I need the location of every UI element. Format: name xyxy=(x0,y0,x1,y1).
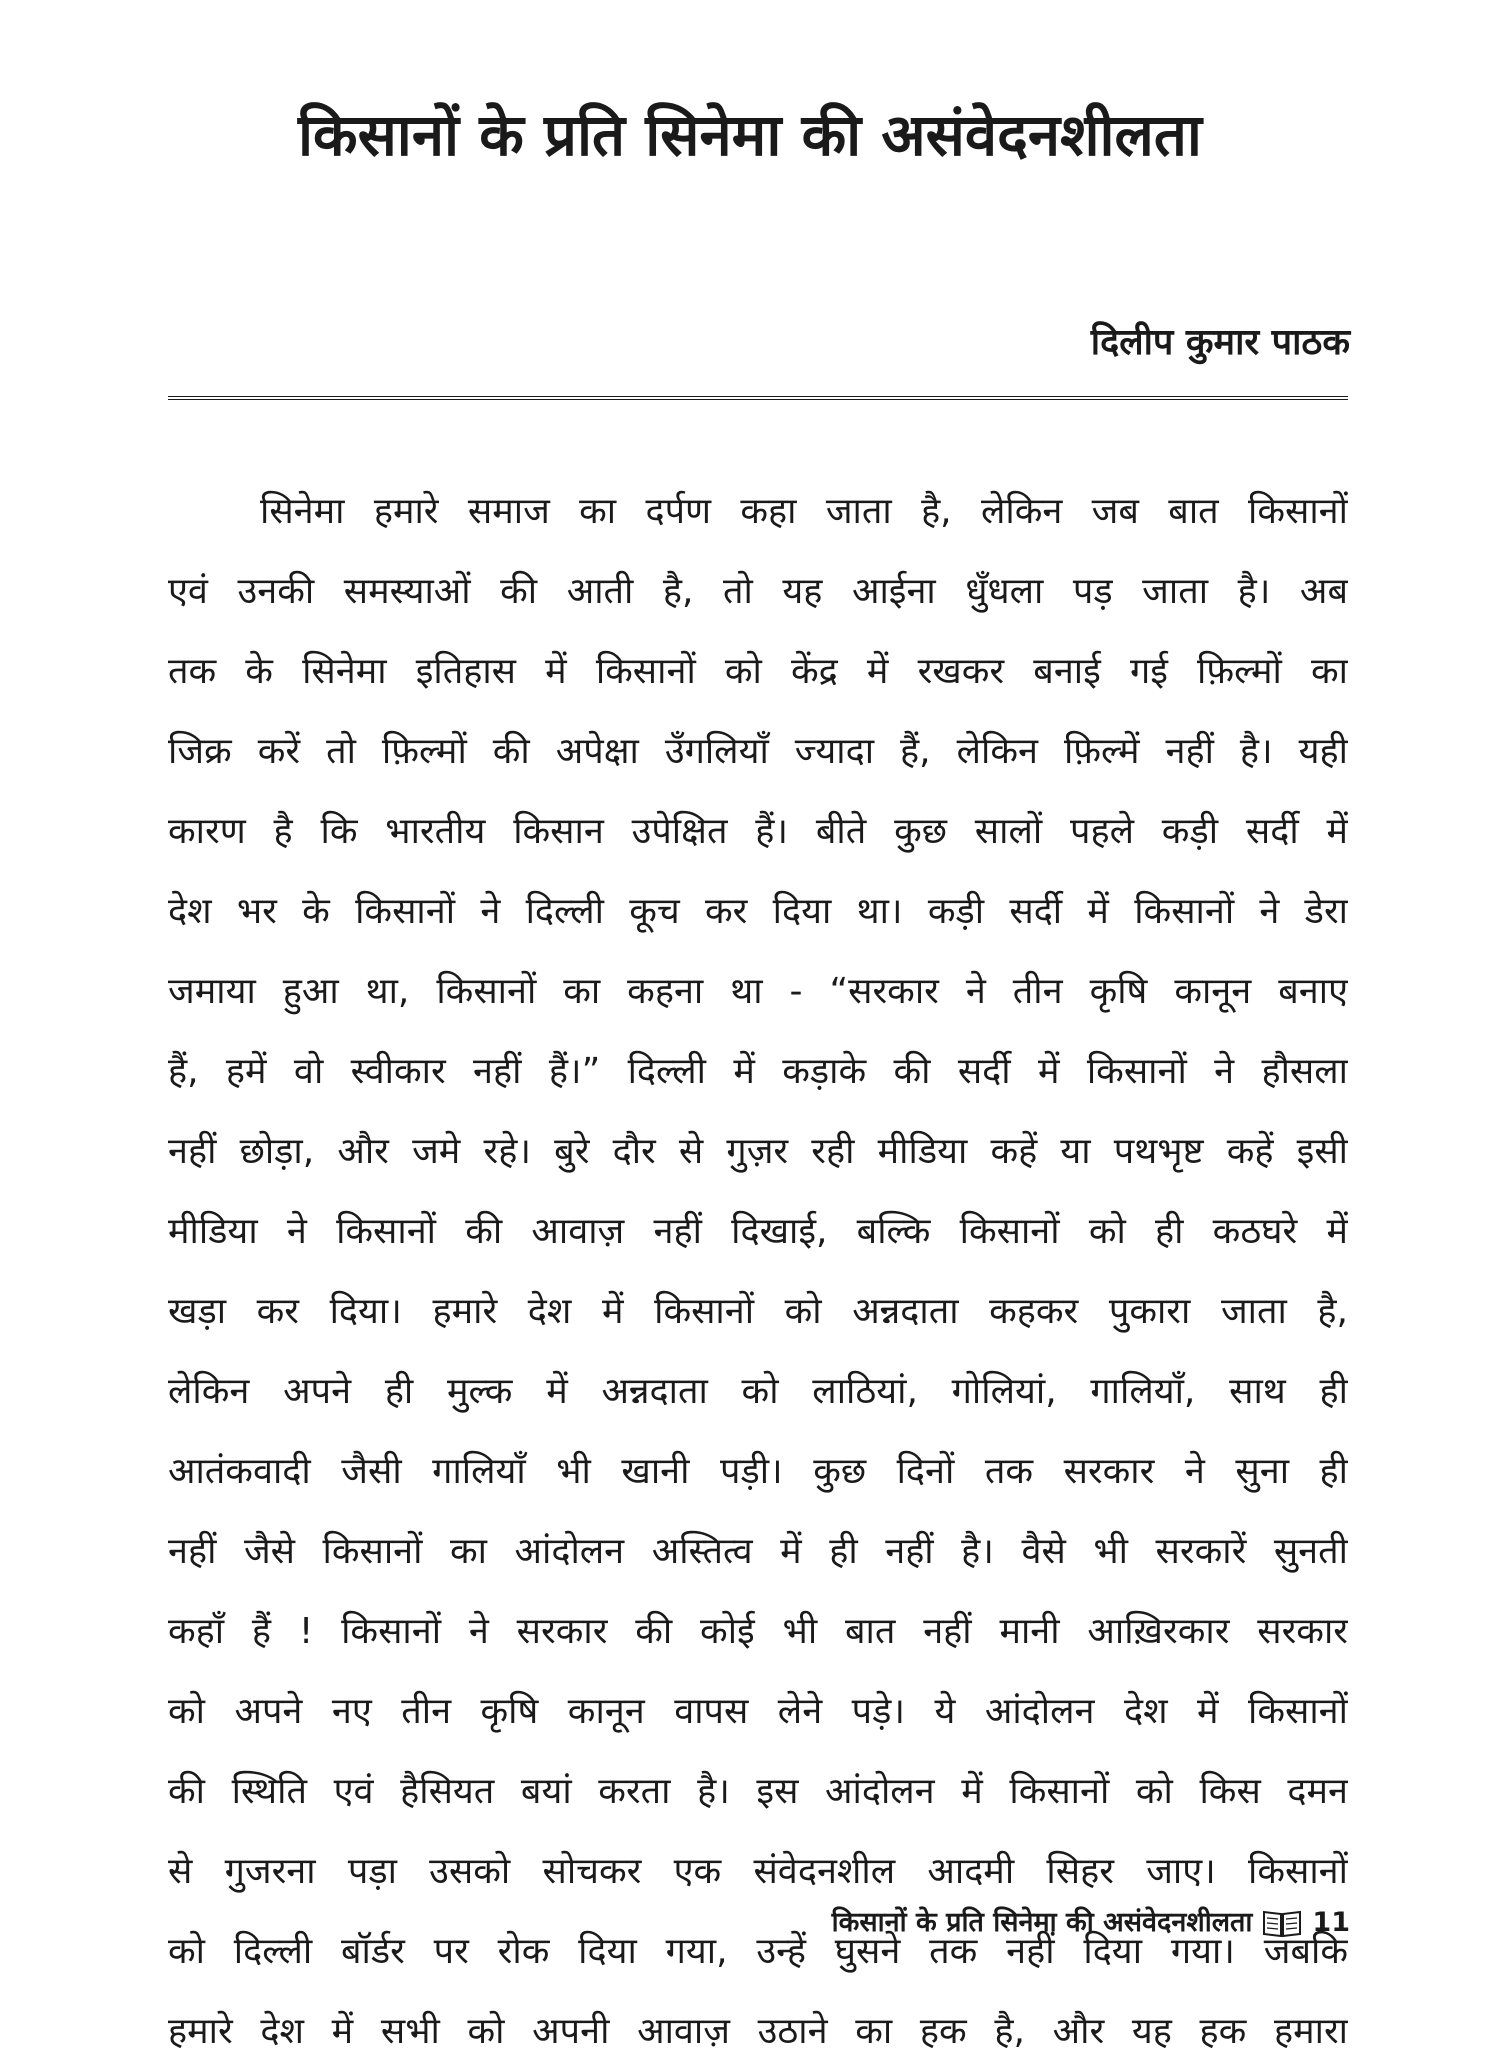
running-title: किसानों के प्रति सिनेमा की असंवेदनशीलता xyxy=(831,1907,1253,1938)
body-line: तक के सिनेमा इतिहास में किसानों को केंद्र में रखकर बनाई गई फ़िल्मों का xyxy=(168,651,1348,692)
body-line: लेकिन अपने ही मुल्क में अन्नदाता को लाठियां, गोलियां, गालियाँ, साथ ही xyxy=(168,1371,1348,1412)
article-body xyxy=(168,472,1348,2072)
body-line: को अपने नए तीन कृषि कानून वापस लेने पड़े। ये आंदोलन देश में किसानों xyxy=(168,1691,1348,1732)
body-line: एवं उनकी समस्याओं की आती है, तो यह आईना धुँधला पड़ जाता है। अब xyxy=(168,571,1348,612)
body-line: खड़ा कर दिया। हमारे देश में किसानों को अन्नदाता कहकर पुकारा जाता है, xyxy=(168,1291,1348,1332)
body-line: मीडिया ने किसानों की आवाज़ नहीं दिखाई, बल्कि किसानों को ही कठघरे में xyxy=(168,1211,1348,1252)
body-line: देश भर के किसानों ने दिल्ली कूच कर दिया था। कड़ी सर्दी में किसानों ने डेरा xyxy=(168,891,1348,932)
body-line: की स्थिति एवं हैसियत बयां करता है। इस आंदोलन में किसानों को किस दमन xyxy=(168,1771,1348,1812)
body-line: कहाँ हैं ! किसानों ने सरकार की कोई भी बात नहीं मानी आख़िरकार सरकार xyxy=(168,1611,1348,1652)
author-name: दिलीप कुमार पाठक xyxy=(1090,322,1350,363)
body-line: हैं, हमें वो स्वीकार नहीं हैं।” दिल्ली में कड़ाके की सर्दी में किसानों ने हौसला xyxy=(168,1051,1348,1092)
body-line: कारण है कि भारतीय किसान उपेक्षित हैं। बीते कुछ सालों पहले कड़ी सर्दी में xyxy=(168,811,1348,852)
book-icon xyxy=(1262,1908,1302,1938)
body-line: नहीं छोड़ा, और जमे रहे। बुरे दौर से गुज़र रही मीडिया कहें या पथभृष्ट कहें इसी xyxy=(168,1131,1348,1172)
body-line: से गुजरना पड़ा उसको सोचकर एक संवेदनशील आदमी सिहर जाए। किसानों xyxy=(168,1851,1348,1892)
body-line: को दिल्ली बॉर्डर पर रोक दिया गया, उन्हें घुसने तक नहीं दिया गया। जबकि xyxy=(168,1931,1348,1972)
body-line: जमाया हुआ था, किसानों का कहना था - “सरकार ने तीन कृषि कानून बनाए xyxy=(168,971,1348,1012)
body-line: नहीं जैसे किसानों का आंदोलन अस्तित्व में ही नहीं है। वैसे भी सरकारें सुनती xyxy=(168,1531,1348,1572)
body-line: सिनेमा हमारे समाज का दर्पण कहा जाता है, लेकिन जब बात किसानों xyxy=(260,491,1348,532)
page-number: 11 xyxy=(1312,1907,1350,1938)
body-line: जिक्र करें तो फ़िल्मों की अपेक्षा उँगलियाँ ज्यादा हैं, लेकिन फ़िल्में नहीं है। यही xyxy=(168,731,1348,772)
divider xyxy=(168,396,1348,400)
page-title: किसानों के प्रति सिनेमा की असंवेदनशीलता xyxy=(298,101,1202,169)
body-line: हमारे देश में सभी को अपनी आवाज़ उठाने का हक है, और यह हक हमारा xyxy=(168,2011,1348,2052)
body-line: आतंकवादी जैसी गालियाँ भी खानी पड़ी। कुछ दिनों तक सरकार ने सुना ही xyxy=(168,1451,1348,1492)
page-footer xyxy=(832,1903,1350,1943)
